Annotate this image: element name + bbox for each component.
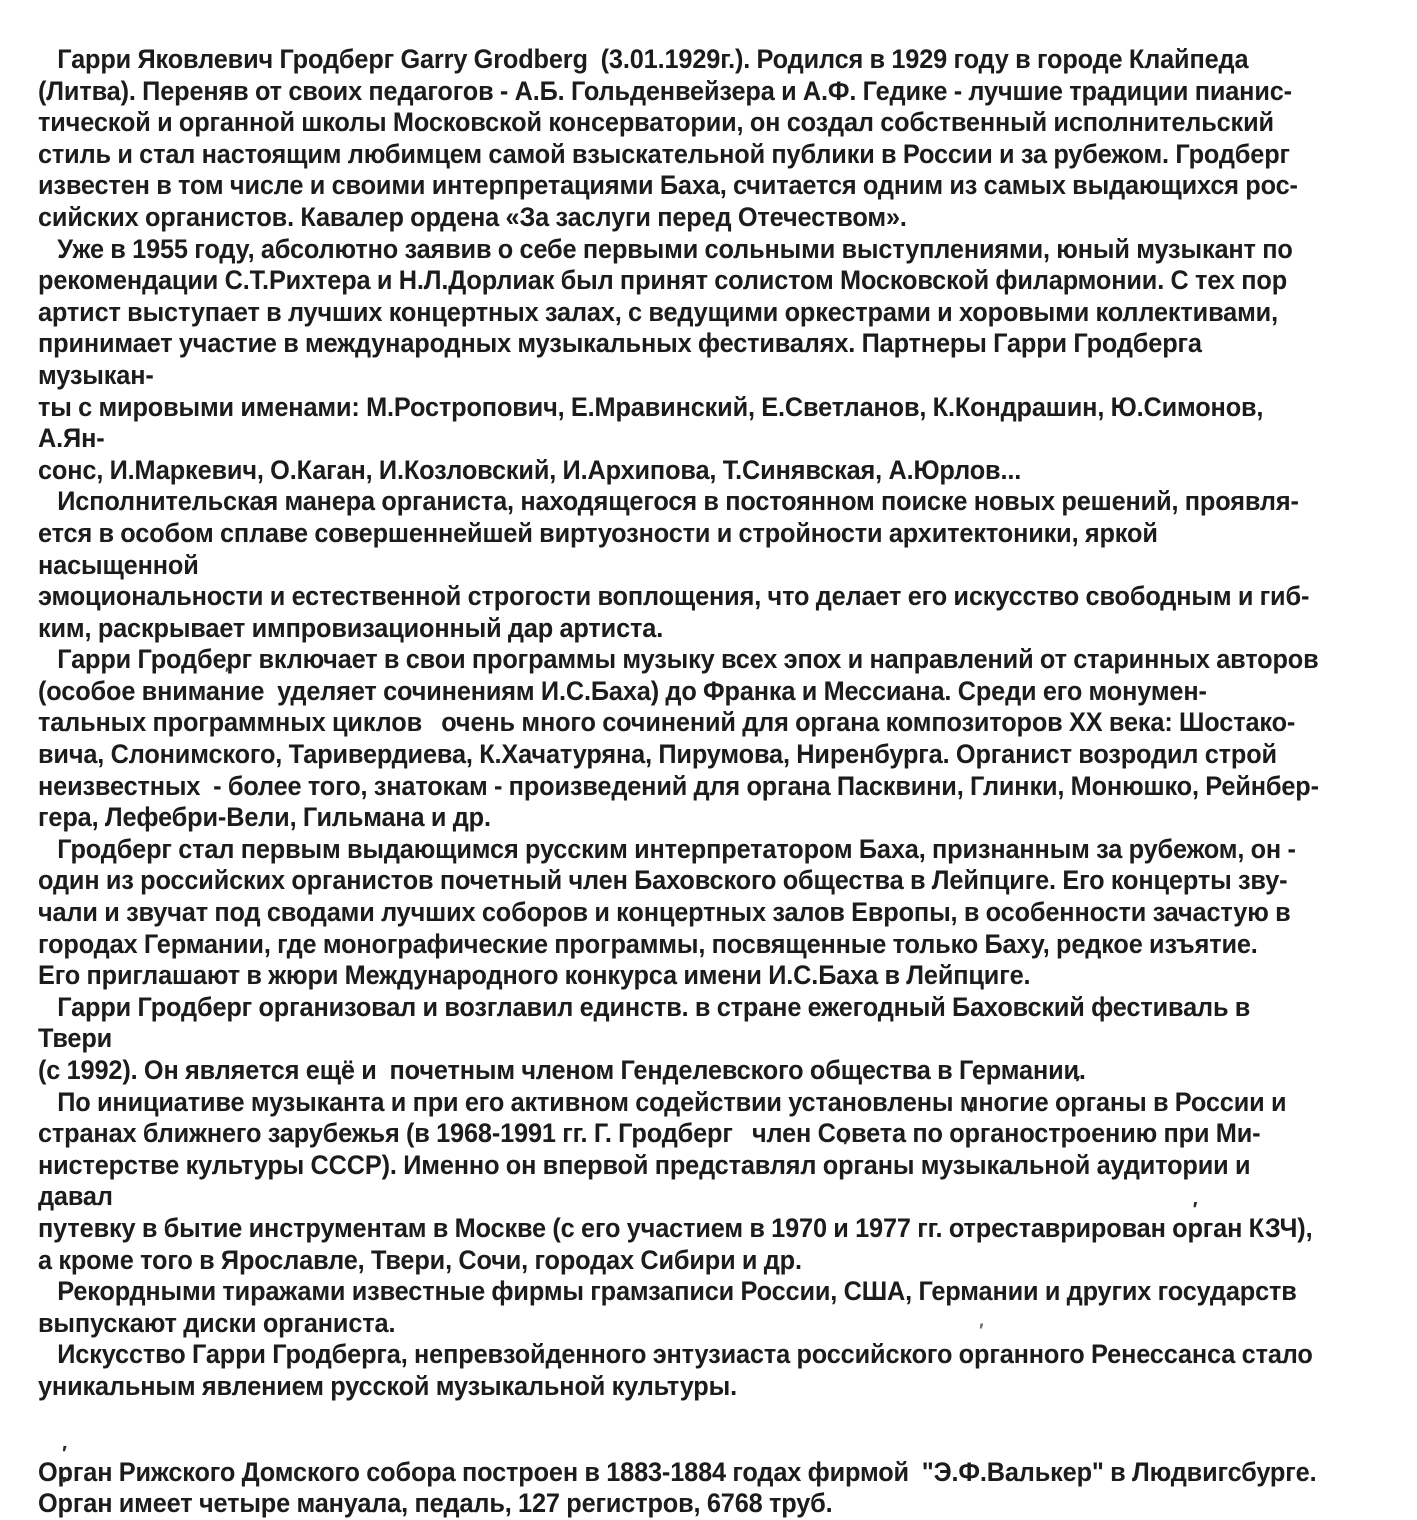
acute-accent-icon: р ′ (1070, 1087, 1085, 1119)
paragraph-line-segment: ган КЗЧ), (1202, 1212, 1313, 1243)
paragraph-line-accented (38, 1150, 1257, 1212)
paragraph-bio-festival (38, 992, 1321, 1087)
paragraph-line-accented (38, 676, 1207, 706)
paragraph-line: артист выступает в лучших концертных залах, с ведущими оркестрами и хоровыми коллективами, (38, 296, 1278, 327)
paragraph-line: сонс, И.Маркевич, О.Каган, И.Козловский, И.Архипова, Т.Синявская, А.Юрлов... (38, 454, 1022, 485)
paragraph-bio-organs (38, 1087, 1321, 1277)
paragraph-bio-manner (38, 486, 1321, 644)
paragraph-line: а кроме того в Ярославле, Твери, Сочи, городах Сибири и др. (38, 1244, 802, 1275)
paragraph-line: Исполнительская манера органиста, находящегося в постоянном поиске новых решений, проявля- (38, 486, 1299, 517)
paragraph-line-accented (38, 1488, 833, 1518)
paragraph-line-segment: ганного Ренессанса стало (989, 1339, 1313, 1370)
paragraph-line: неизвестных - более того, знатокам - произведений для органа Пасквини, Глинки, Монюшко, Рейнбер- (38, 770, 1319, 801)
paragraph-line: принимает участие в международных музыкальных фестивалях. Партнеры Гарри Гродберга музыкан- (38, 328, 1209, 390)
paragraph-line: городах Германии, где монографические программы, посвященные только Баху, редкое изъятие. (38, 928, 1258, 959)
paragraph-organ-specs (38, 1457, 1321, 1520)
paragraph-line: чали и звучат под сводами лучших соборов и концертных залов Европы, в особенности зачастую в (38, 897, 1291, 928)
paragraph-line: эмоциональности и естественной строгости воплощения, что делает его искусство свободным и гиб- (38, 581, 1310, 612)
paragraph-line-segment: О (38, 1488, 58, 1519)
paragraph-line: ты с мировыми именами: М.Ростропович, Е.Мравинский, Е.Светланов, К.Кондрашин, Ю.Симонов, А.Ян- (38, 391, 1270, 454)
paragraph-line: один из российских органистов почетный член Баховского общества в Лейпциге. Его концерты зву- (38, 865, 1288, 896)
paragraph-bio-programs (38, 644, 1321, 834)
paragraph-line: ется в особом сплаве совершеннейшей виртуозности и стройности архитектоники, яркой насыщенной (38, 517, 1165, 580)
paragraph-line: Рекордными тиражами известные фирмы грамзаписи России, США, Германии и других государств (38, 1276, 1297, 1307)
paragraph-line-accented (38, 1087, 1286, 1117)
acute-accent-icon: р ′ (838, 1150, 853, 1182)
acute-accent-icon: р ′ (974, 1339, 989, 1371)
acute-accent-icon: р ′ (58, 1457, 73, 1489)
paragraph-line: Гарри Гродберг организовал и возглавил единств. в стране ежегодный Баховский фестиваль в Твери (38, 991, 1257, 1054)
paragraph-line-segment: ган имеет четыре мануала, педаль, 127 регистров, 6768 труб. (72, 1488, 833, 1519)
acute-accent-icon: р ′ (58, 1488, 73, 1520)
paragraph-line-segment: ганы в России и (1085, 1086, 1287, 1117)
paragraph-line: выпускают диски органиста. (38, 1307, 396, 1338)
paragraph-line-segment: ган Рижского Домского собора построен в 1883-1884 годах фирмой "Э.Ф.Валькер" в Людвигсбурге. (72, 1456, 1317, 1487)
paragraph-line: гера, Лефебри-Вели, Гильмана и др. (38, 802, 491, 833)
paragraph-line: Гарри Яковлевич Гродберг Garry Grodberg (3.01.1929г.). Родился в 1929 году в городе Клайпеда (38, 44, 1249, 74)
paragraph-line: Гарри Гродберг включает в свои программы музыку всех эпох и направлений от старинных авторов (38, 644, 1319, 675)
paragraph-line: ким, раскрывает импровизационный дар артиста. (38, 612, 664, 643)
paragraph-line: Уже в 1955 году, абсолютно заявив о себе первыми сольными выступлениями, юный музыкант по (38, 233, 1293, 264)
paragraph-line: Гродберг стал первым выдающимся русским интерпретатором Баха, признанным за рубежом, он - (38, 833, 1296, 864)
paragraph-line-segment: путевку в бытие инструментам в Москве (с его участием в 1970 и 1977 гг. отреставрирован о (38, 1212, 1188, 1243)
paragraph-line: Его приглашают в жюри Международного конкурса имени И.С.Баха в Лейпциге. (38, 960, 1031, 991)
paragraph-line: (с 1992). Он является ещё и почетным членом Генделевского общества в Германии. (38, 1055, 1086, 1085)
paragraph-line-segment: странах ближнего зарубежья (в 1968-1991 гг. Г. Гродберг член Совета по о (38, 1118, 965, 1149)
acute-accent-icon: н ′ (220, 676, 235, 708)
paragraph-line-segment: ганостроению при Ми- (979, 1118, 1261, 1149)
biography-article (38, 44, 1321, 1520)
paragraph-line-segment: О (38, 1456, 58, 1487)
acute-accent-icon: р ′ (965, 1118, 980, 1150)
acute-accent-icon: р ′ (1187, 1213, 1202, 1245)
paragraph-bio-art (38, 1339, 1321, 1402)
paragraph-line: вича, Слонимского, Таривердиева, К.Хачатуряна, Пирумова, Ниренбурга. Органист возродил строй (38, 739, 1277, 770)
paragraph-line: рекомендации С.Т.Рихтера и Н.Л.Дорлиак был принят солистом Московской филармонии. С тех пор (38, 265, 1288, 296)
paragraph-line-accented (38, 1457, 1316, 1487)
paragraph-line-segment: ганы музыкальной аудитории и давал (38, 1149, 1257, 1212)
paragraph-bio-1955 (38, 234, 1321, 487)
paragraph-line: сийских органистов. Кавалер ордена «За заслуги перед Отечеством». (38, 201, 907, 232)
paragraph-bio-intro (38, 44, 1321, 234)
paragraph-line-segment: Искусство Гарри Гродберга, непревзойденного энтузиаста российского о (38, 1339, 974, 1370)
paragraph-line-segment: нистерстве культуры СССР). Именно он впервой представлял о (38, 1149, 839, 1180)
paragraph-line: тической и органной школы Московской консерватории, он создал собственный исполнительский (38, 107, 1274, 138)
paragraph-line-segment: ие уделяет сочинениям И.С.Баха) до Франка и Мессиана. Среди его монумен- (234, 675, 1207, 706)
paragraph-line-segment: По инициативе музыканта и при его активном содействии установлены многие о (38, 1086, 1071, 1117)
paragraph-bio-bach (38, 834, 1321, 992)
paragraph-line: (Литва). Переняв от своих педагогов - А.Б. Гольденвейзера и А.Ф. Гедике - лучшие традиции пианис- (38, 75, 1292, 106)
paragraph-line-accented (38, 1339, 1313, 1369)
paragraph-line-accented (38, 1213, 1312, 1243)
paragraph-line: тальных программных циклов очень много сочинений для органа композиторов XX века: Шостако- (38, 707, 1296, 738)
paragraph-line-accented (38, 1118, 1260, 1148)
paragraph-line-segment: (особое внима (38, 675, 220, 706)
paragraph-line: известен в том числе и своими интерпретациями Баха, считается одним из самых выдающихся рос- (38, 170, 1298, 201)
paragraph-bio-records (38, 1276, 1321, 1339)
paragraph-line: стиль и стал настоящим любимцем самой взыскательной публики в России и за рубежом. Гродберг (38, 138, 1290, 169)
paragraph-line: уникальным явлением русской музыкальной культуры. (38, 1370, 737, 1401)
organ-specs-block (38, 1457, 1321, 1520)
